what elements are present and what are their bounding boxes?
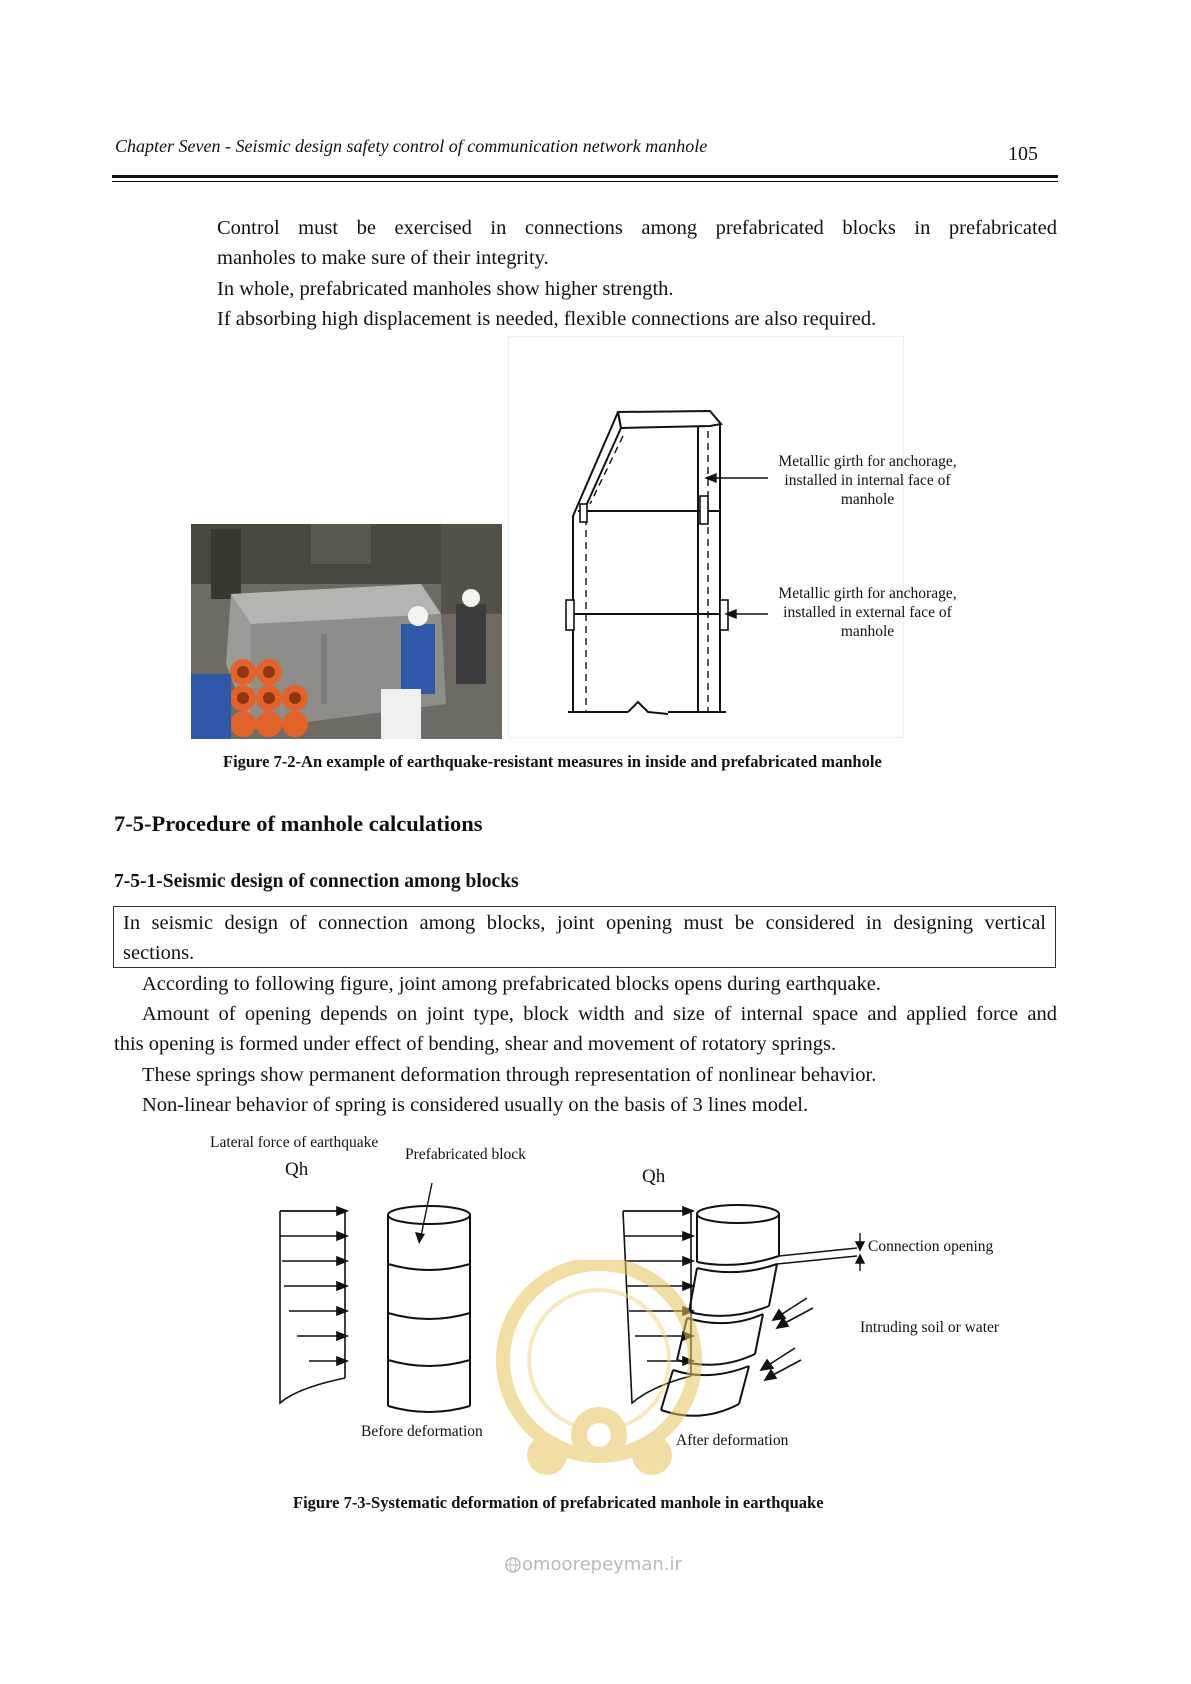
section-heading: 7-5-Procedure of manhole calculations bbox=[114, 811, 483, 836]
label-connection-opening: Connection opening bbox=[868, 1238, 994, 1255]
page-number: 105 bbox=[1008, 143, 1038, 165]
highlight-box bbox=[113, 906, 1056, 968]
prefab-cylinder-before bbox=[388, 1183, 470, 1412]
watermark-globe-icon bbox=[505, 1557, 521, 1573]
label-internal-girth bbox=[745, 452, 990, 509]
header-rule-thick bbox=[112, 175, 1058, 178]
highlight-box-line-1: In seismic design of connection among blocks, joint opening must be considered in designing vertical bbox=[123, 912, 1046, 934]
lateral-load-arrows-left bbox=[280, 1207, 347, 1403]
label-after-deformation: After deformation bbox=[676, 1432, 789, 1449]
manhole-anchorage-diagram bbox=[508, 336, 904, 738]
label-external-girth-line-1: Metallic girth for anchorage, bbox=[778, 585, 957, 602]
intro-line-3: In whole, prefabricated manholes show higher strength. bbox=[217, 278, 674, 300]
body-paragraph-2-line-2: this opening is formed under effect of bending, shear and movement of rotatory springs. bbox=[114, 1033, 837, 1055]
intro-line-2: manholes to make sure of their integrity. bbox=[217, 247, 549, 269]
running-header: Chapter Seven - Seismic design safety control of communication network manhole bbox=[115, 136, 708, 156]
connection-opening-marker bbox=[777, 1233, 864, 1271]
intro-line-1: Control must be exercised in connections among prefabricated blocks in prefabricated bbox=[217, 217, 1057, 239]
highlight-box-line-2: sections. bbox=[123, 942, 195, 964]
label-internal-girth-line-1: Metallic girth for anchorage, bbox=[778, 453, 957, 470]
body-paragraph-1: According to following figure, joint among prefabricated blocks opens during earthquake. bbox=[142, 973, 881, 995]
body-paragraph-4: Non-linear behavior of spring is considered usually on the basis of 3 lines model. bbox=[142, 1094, 809, 1116]
label-intruding-soil: Intruding soil or water bbox=[860, 1319, 1000, 1336]
label-external-girth bbox=[745, 584, 990, 641]
label-internal-girth-line-3: manhole bbox=[840, 491, 895, 508]
manhole-installation-photo bbox=[191, 524, 502, 739]
label-external-girth-line-2: installed in external face of bbox=[783, 604, 952, 621]
label-prefabricated-block: Prefabricated block bbox=[405, 1146, 526, 1163]
label-external-girth-line-3: manhole bbox=[840, 623, 895, 640]
subsection-heading: 7-5-1-Seismic design of connection among blocks bbox=[114, 871, 519, 892]
label-internal-girth-line-2: installed in internal face of bbox=[784, 472, 951, 489]
label-before-deformation: Before deformation bbox=[361, 1423, 483, 1440]
label-qh-right: Qh bbox=[642, 1166, 666, 1187]
watermark-site: omoorepeyman.ir bbox=[522, 1554, 682, 1575]
intro-line-4: If absorbing high displacement is needed, flexible connections are also required. bbox=[217, 308, 877, 330]
body-paragraph-2-line-1: Amount of opening depends on joint type, block width and size of internal space and applied force and bbox=[142, 1003, 1057, 1025]
watermark-seal bbox=[492, 1260, 707, 1535]
label-qh-left: Qh bbox=[285, 1159, 309, 1180]
figure-7-2-caption: Figure 7-2-An example of earthquake-resistant measures in inside and prefabricated manhole bbox=[223, 752, 882, 771]
body-paragraph-3: These springs show permanent deformation through representation of nonlinear behavior. bbox=[142, 1064, 877, 1086]
figure-7-3-caption: Figure 7-3-Systematic deformation of prefabricated manhole in earthquake bbox=[293, 1493, 824, 1512]
header-rule-thin bbox=[112, 181, 1058, 182]
label-lateral-force: Lateral force of earthquake bbox=[210, 1134, 379, 1151]
intruding-arrows bbox=[761, 1298, 813, 1380]
